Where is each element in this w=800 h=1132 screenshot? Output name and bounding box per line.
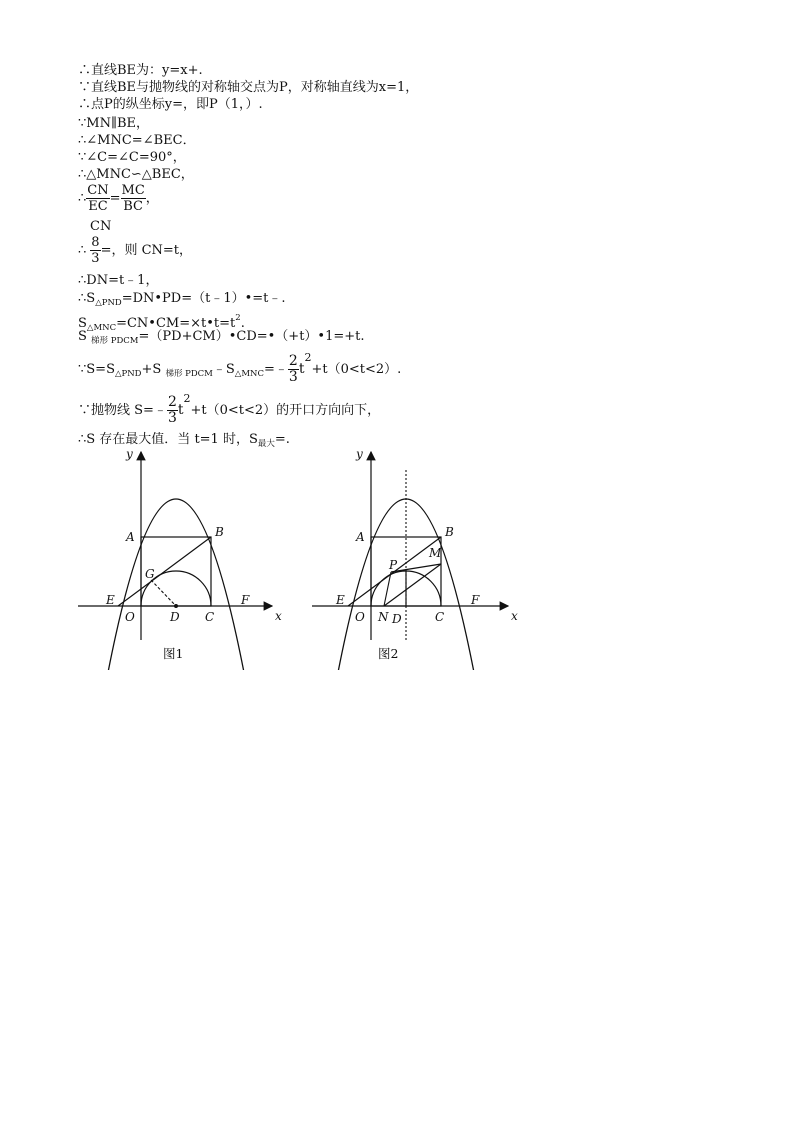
- fraction-denominator: 3: [288, 369, 298, 385]
- fraction-numerator: MC: [121, 183, 145, 198]
- label-a: A: [356, 530, 365, 544]
- fraction-denominator: 3: [167, 410, 177, 426]
- fraction-numerator: 2: [288, 353, 298, 369]
- label-x: x: [511, 609, 518, 623]
- label-e: E: [336, 593, 345, 607]
- label-d: D: [392, 612, 402, 626]
- superscript: 2: [183, 392, 191, 405]
- dashed-gd: [151, 580, 176, 606]
- variable-t: t: [298, 361, 305, 377]
- label-a: A: [126, 530, 135, 544]
- fraction-numerator: 8: [91, 235, 100, 250]
- label-o: O: [125, 610, 135, 624]
- parabola: [101, 499, 251, 670]
- fraction-cn-top: CN: [90, 219, 112, 234]
- subscript: 最大: [257, 439, 275, 449]
- solution-text: ∵S=S: [78, 362, 115, 377]
- label-y: y: [126, 447, 133, 461]
- solution-line-9: [78, 235, 192, 266]
- subscript: △MNC: [234, 369, 264, 379]
- subscript: △PND: [95, 298, 122, 308]
- subscript: △MNC: [86, 323, 117, 333]
- solution-text: S: [78, 329, 92, 344]
- fraction-denominator: EC: [88, 199, 108, 214]
- figure-1: [70, 440, 300, 670]
- point-d: [174, 604, 178, 608]
- subscript: △PND: [114, 369, 142, 379]
- label-f: F: [471, 593, 480, 607]
- solution-line-1: ∴直线BE为：y=x+.: [78, 63, 203, 78]
- solution-text: ∵抛物线 S=﹣: [78, 403, 167, 418]
- solution-text: =CN•CM=×t•t=t: [116, 316, 236, 331]
- solution-line-14: [78, 351, 402, 385]
- solution-text: ﹣S: [212, 362, 235, 377]
- solution-text: ∴S: [78, 291, 96, 306]
- superscript: 2: [304, 351, 312, 364]
- label-y: y: [356, 447, 363, 461]
- solution-line-2: ∵直线BE与抛物线的对称轴交点为P，对称轴直线为x=1，: [78, 80, 419, 95]
- label-e: E: [106, 593, 115, 607]
- subscript: 梯形 PDCM: [165, 369, 213, 379]
- solution-text: =﹣: [263, 362, 288, 377]
- solution-text: S: [78, 316, 87, 331]
- label-n: N: [378, 610, 389, 624]
- fraction-mc-bc: [121, 183, 146, 214]
- solution-line-13: [78, 329, 365, 349]
- solution-line-10: ∴DN=t﹣1，: [78, 273, 159, 288]
- fraction-numerator: 2: [167, 394, 177, 410]
- label-c: C: [205, 610, 215, 624]
- caption-figure-2: 图2: [378, 646, 399, 661]
- fraction-denominator: BC: [123, 199, 144, 214]
- fraction-8-3: [90, 235, 100, 266]
- label-p: P: [389, 558, 398, 572]
- solution-line-3: ∴点P的纵坐标y=，即P（1，）.: [78, 97, 263, 112]
- solution-text: =（PD+CM）•CD=•（+t）•1=+t.: [138, 329, 365, 344]
- therefore-symbol: ∴: [78, 243, 87, 258]
- therefore-symbol: ∴: [78, 191, 87, 206]
- figure-2: [300, 440, 530, 670]
- solution-line-6: ∵∠C=∠C=90°，: [78, 150, 186, 165]
- solution-text: +S: [141, 362, 166, 377]
- fraction-denominator: 3: [91, 251, 100, 266]
- solution-line-7: ∴△MNC∽△BEC，: [78, 167, 194, 182]
- solution-line-5: ∴∠MNC=∠BEC．: [78, 133, 196, 148]
- solution-line-4: ∵MN∥BE，: [78, 116, 150, 131]
- solution-text: ∴S 存在最大值．当 t=1 时，S: [78, 432, 258, 447]
- variable-t: t: [177, 402, 184, 418]
- label-d: D: [170, 610, 180, 624]
- solution-line-8: [78, 183, 159, 214]
- label-c: C: [435, 610, 445, 624]
- punctuation: ，: [145, 191, 159, 206]
- label-b: B: [215, 525, 224, 539]
- label-m: M: [429, 546, 442, 560]
- superscript: 2: [235, 313, 241, 323]
- fraction-2-3: [288, 354, 299, 385]
- solution-text: =DN•PD=（t﹣1）•=t﹣.: [121, 291, 286, 306]
- solution-text: =.: [274, 432, 290, 447]
- fraction-2-3: [167, 395, 178, 426]
- equals-sign: =: [109, 191, 121, 206]
- solution-text: +t（0<t<2）的开口方向向下，: [190, 403, 381, 418]
- caption-figure-1: 图1: [163, 646, 184, 661]
- fraction-numerator: CN: [87, 183, 109, 198]
- subscript: 梯形 PDCM: [91, 336, 139, 346]
- solution-line-15: [78, 392, 381, 426]
- solution-line-11: [78, 291, 286, 311]
- fraction-cn-ec: [86, 183, 109, 214]
- label-g: G: [145, 567, 155, 581]
- solution-text: =，则 CN=t，: [100, 243, 193, 258]
- label-x: x: [275, 609, 282, 623]
- solution-text: .: [240, 316, 245, 331]
- label-f: F: [241, 593, 250, 607]
- solution-text: +t（0<t<2）.: [311, 362, 402, 377]
- label-b: B: [445, 525, 454, 539]
- label-o: O: [355, 610, 365, 624]
